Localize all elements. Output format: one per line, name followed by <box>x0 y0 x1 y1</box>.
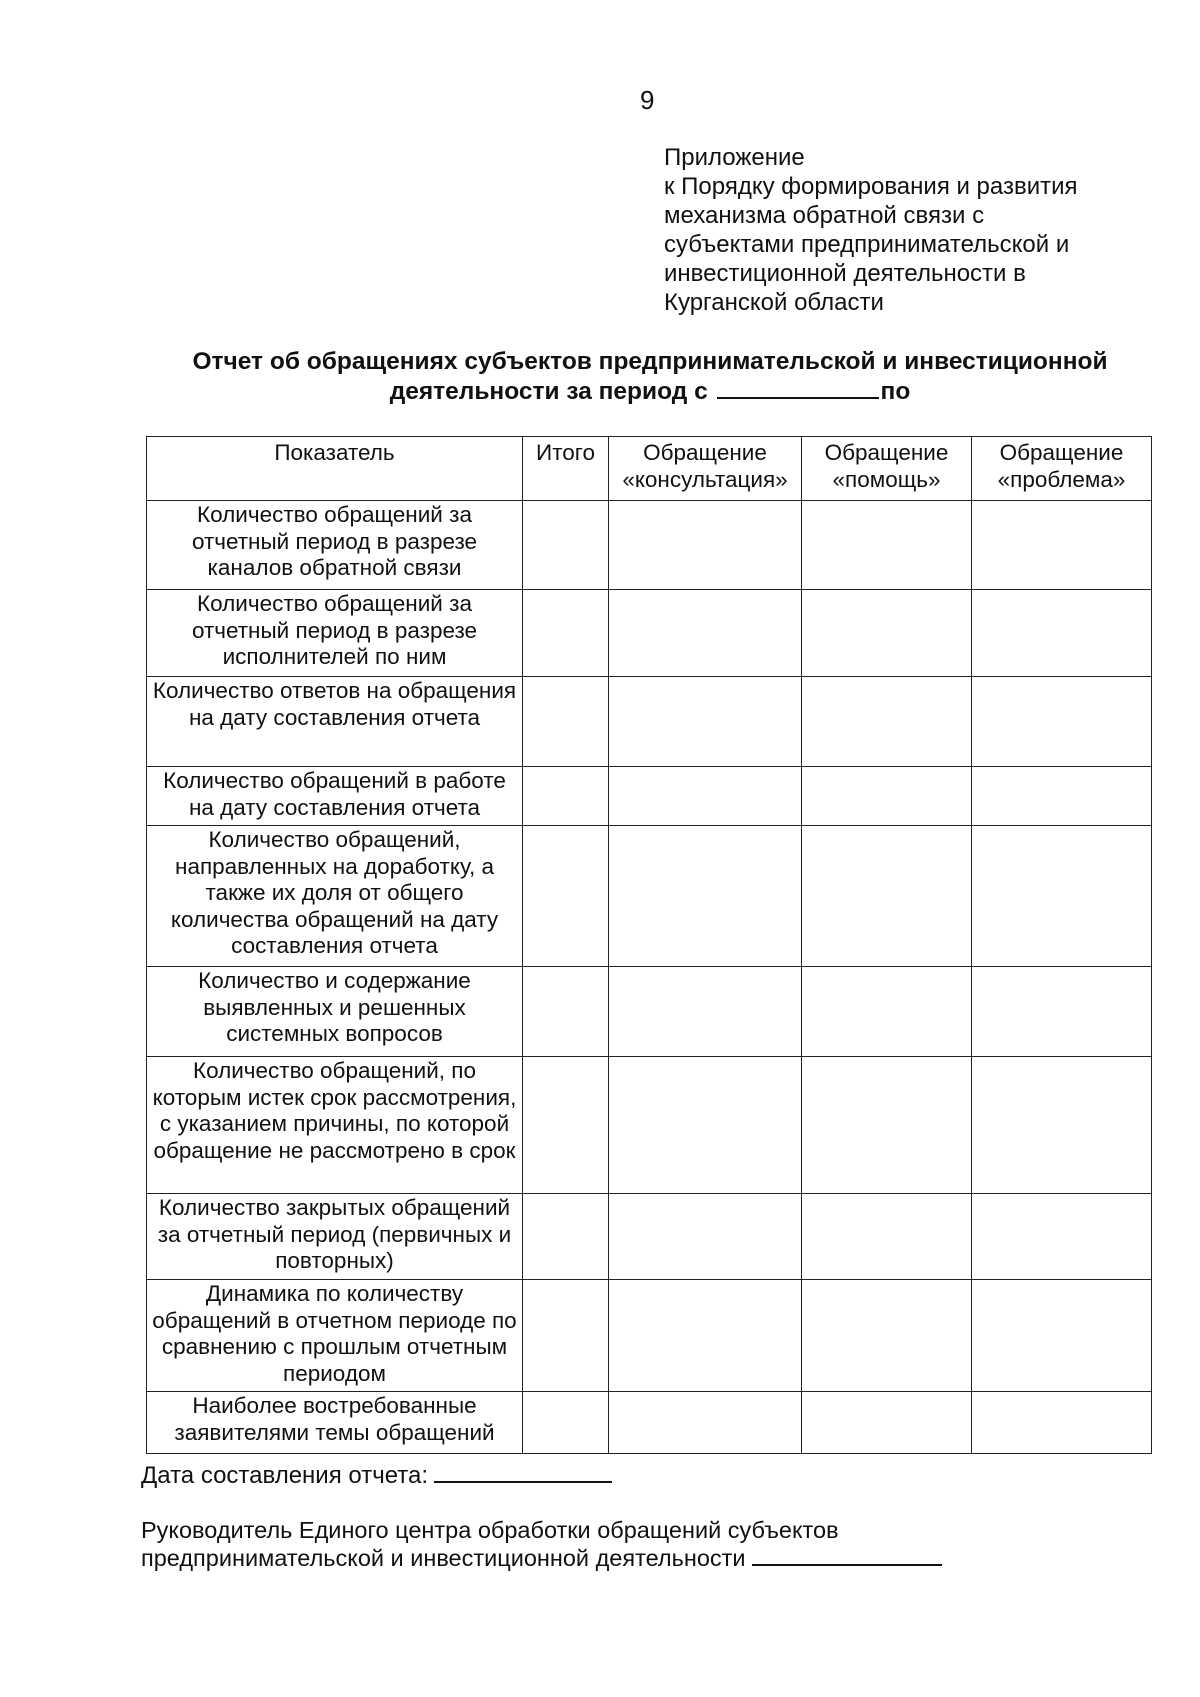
cell-problem <box>972 767 1152 826</box>
cell-problem <box>972 1392 1152 1454</box>
row-label: Количество и содержание выявленных и решенных системных вопросов <box>147 967 523 1057</box>
cell-problem <box>972 1057 1152 1194</box>
cell-help <box>802 590 972 677</box>
cell-consultation <box>609 1194 802 1280</box>
cell-help <box>802 1057 972 1194</box>
signatory-line2-wrap <box>141 1544 942 1572</box>
cell-problem <box>972 826 1152 967</box>
header-indicator: Показатель <box>147 437 523 501</box>
period-from-blank <box>717 377 879 399</box>
cell-help <box>802 967 972 1057</box>
signatory-line1: Руководитель Единого центра обработки обращений субъектов <box>141 1517 839 1543</box>
appendix-line: Курганской области <box>664 289 884 316</box>
appendix-line: к Порядку формирования и развития <box>664 173 1078 200</box>
table-row <box>147 826 1152 967</box>
appendix-line: инвестиционной деятельности в <box>664 260 1026 287</box>
period-to-label: по <box>880 378 911 405</box>
period-from-label: деятельности за период с <box>389 378 708 405</box>
page-number: 9 <box>640 85 655 115</box>
report-title-line2 <box>100 377 1200 407</box>
appendix-line: субъектами предпринимательской и <box>664 231 1070 258</box>
cell-total <box>523 1057 609 1194</box>
header-problem: Обращение «проблема» <box>972 437 1152 501</box>
cell-consultation <box>609 826 802 967</box>
cell-help <box>802 767 972 826</box>
row-label: Количество закрытых обращений за отчетный период (первичных и повторных) <box>147 1194 523 1280</box>
cell-total <box>523 1280 609 1392</box>
cell-problem <box>972 590 1152 677</box>
table-header-row <box>147 437 1152 501</box>
appendix-note <box>664 143 1134 317</box>
row-label: Наиболее востребованные заявителями темы обращений <box>147 1392 523 1454</box>
header-total: Итого <box>523 437 609 501</box>
table-row <box>147 677 1152 767</box>
report-table <box>146 436 1152 1454</box>
table-row <box>147 1057 1152 1194</box>
row-label: Количество обращений в работе на дату составления отчета <box>147 767 523 826</box>
cell-consultation <box>609 677 802 767</box>
cell-total <box>523 1194 609 1280</box>
report-date-blank <box>434 1461 612 1483</box>
signatory-line2: предпринимательской и инвестиционной деятельности <box>141 1545 746 1571</box>
cell-help <box>802 677 972 767</box>
cell-consultation <box>609 1280 802 1392</box>
cell-problem <box>972 1194 1152 1280</box>
cell-problem <box>972 501 1152 590</box>
appendix-line: Приложение <box>664 144 805 171</box>
table-row <box>147 1194 1152 1280</box>
cell-help <box>802 1392 972 1454</box>
signature-blank <box>752 1544 942 1566</box>
cell-problem <box>972 677 1152 767</box>
cell-total <box>523 1392 609 1454</box>
cell-total <box>523 767 609 826</box>
cell-consultation <box>609 590 802 677</box>
table-row <box>147 1392 1152 1454</box>
row-label: Количество обращений, направленных на доработку, а также их доля от общего количества обращений на дату составления отчета <box>147 826 523 967</box>
cell-help <box>802 826 972 967</box>
cell-consultation <box>609 1057 802 1194</box>
report-date-line <box>141 1461 612 1490</box>
table-row <box>147 1280 1152 1392</box>
table-row <box>147 967 1152 1057</box>
cell-total <box>523 967 609 1057</box>
row-label: Количество обращений за отчетный период в разрезе каналов обратной связи <box>147 501 523 590</box>
report-title-line1: Отчет об обращениях субъектов предпринимательской и инвестиционной <box>192 348 1108 375</box>
cell-help <box>802 1280 972 1392</box>
table-row <box>147 767 1152 826</box>
cell-total <box>523 677 609 767</box>
header-consultation: Обращение «консультация» <box>609 437 802 501</box>
row-label: Количество ответов на обращения на дату составления отчета <box>147 677 523 767</box>
header-help: Обращение «помощь» <box>802 437 972 501</box>
cell-problem <box>972 1280 1152 1392</box>
row-label: Количество обращений за отчетный период в разрезе исполнителей по ним <box>147 590 523 677</box>
table-row <box>147 501 1152 590</box>
row-label: Количество обращений, по которым истек срок рассмотрения, с указанием причины, по которой обращение не рассмотрено в срок <box>147 1057 523 1194</box>
signatory-block <box>141 1516 942 1572</box>
cell-consultation <box>609 767 802 826</box>
report-title <box>100 347 1200 407</box>
appendix-line: механизма обратной связи с <box>664 202 985 229</box>
row-label: Динамика по количеству обращений в отчетном периоде по сравнению с прошлым отчетным периодом <box>147 1280 523 1392</box>
cell-total <box>523 501 609 590</box>
cell-problem <box>972 967 1152 1057</box>
cell-total <box>523 590 609 677</box>
report-date-label: Дата составления отчета: <box>141 1462 428 1489</box>
cell-help <box>802 1194 972 1280</box>
table-row <box>147 590 1152 677</box>
cell-help <box>802 501 972 590</box>
cell-consultation <box>609 1392 802 1454</box>
cell-consultation <box>609 501 802 590</box>
cell-consultation <box>609 967 802 1057</box>
cell-total <box>523 826 609 967</box>
